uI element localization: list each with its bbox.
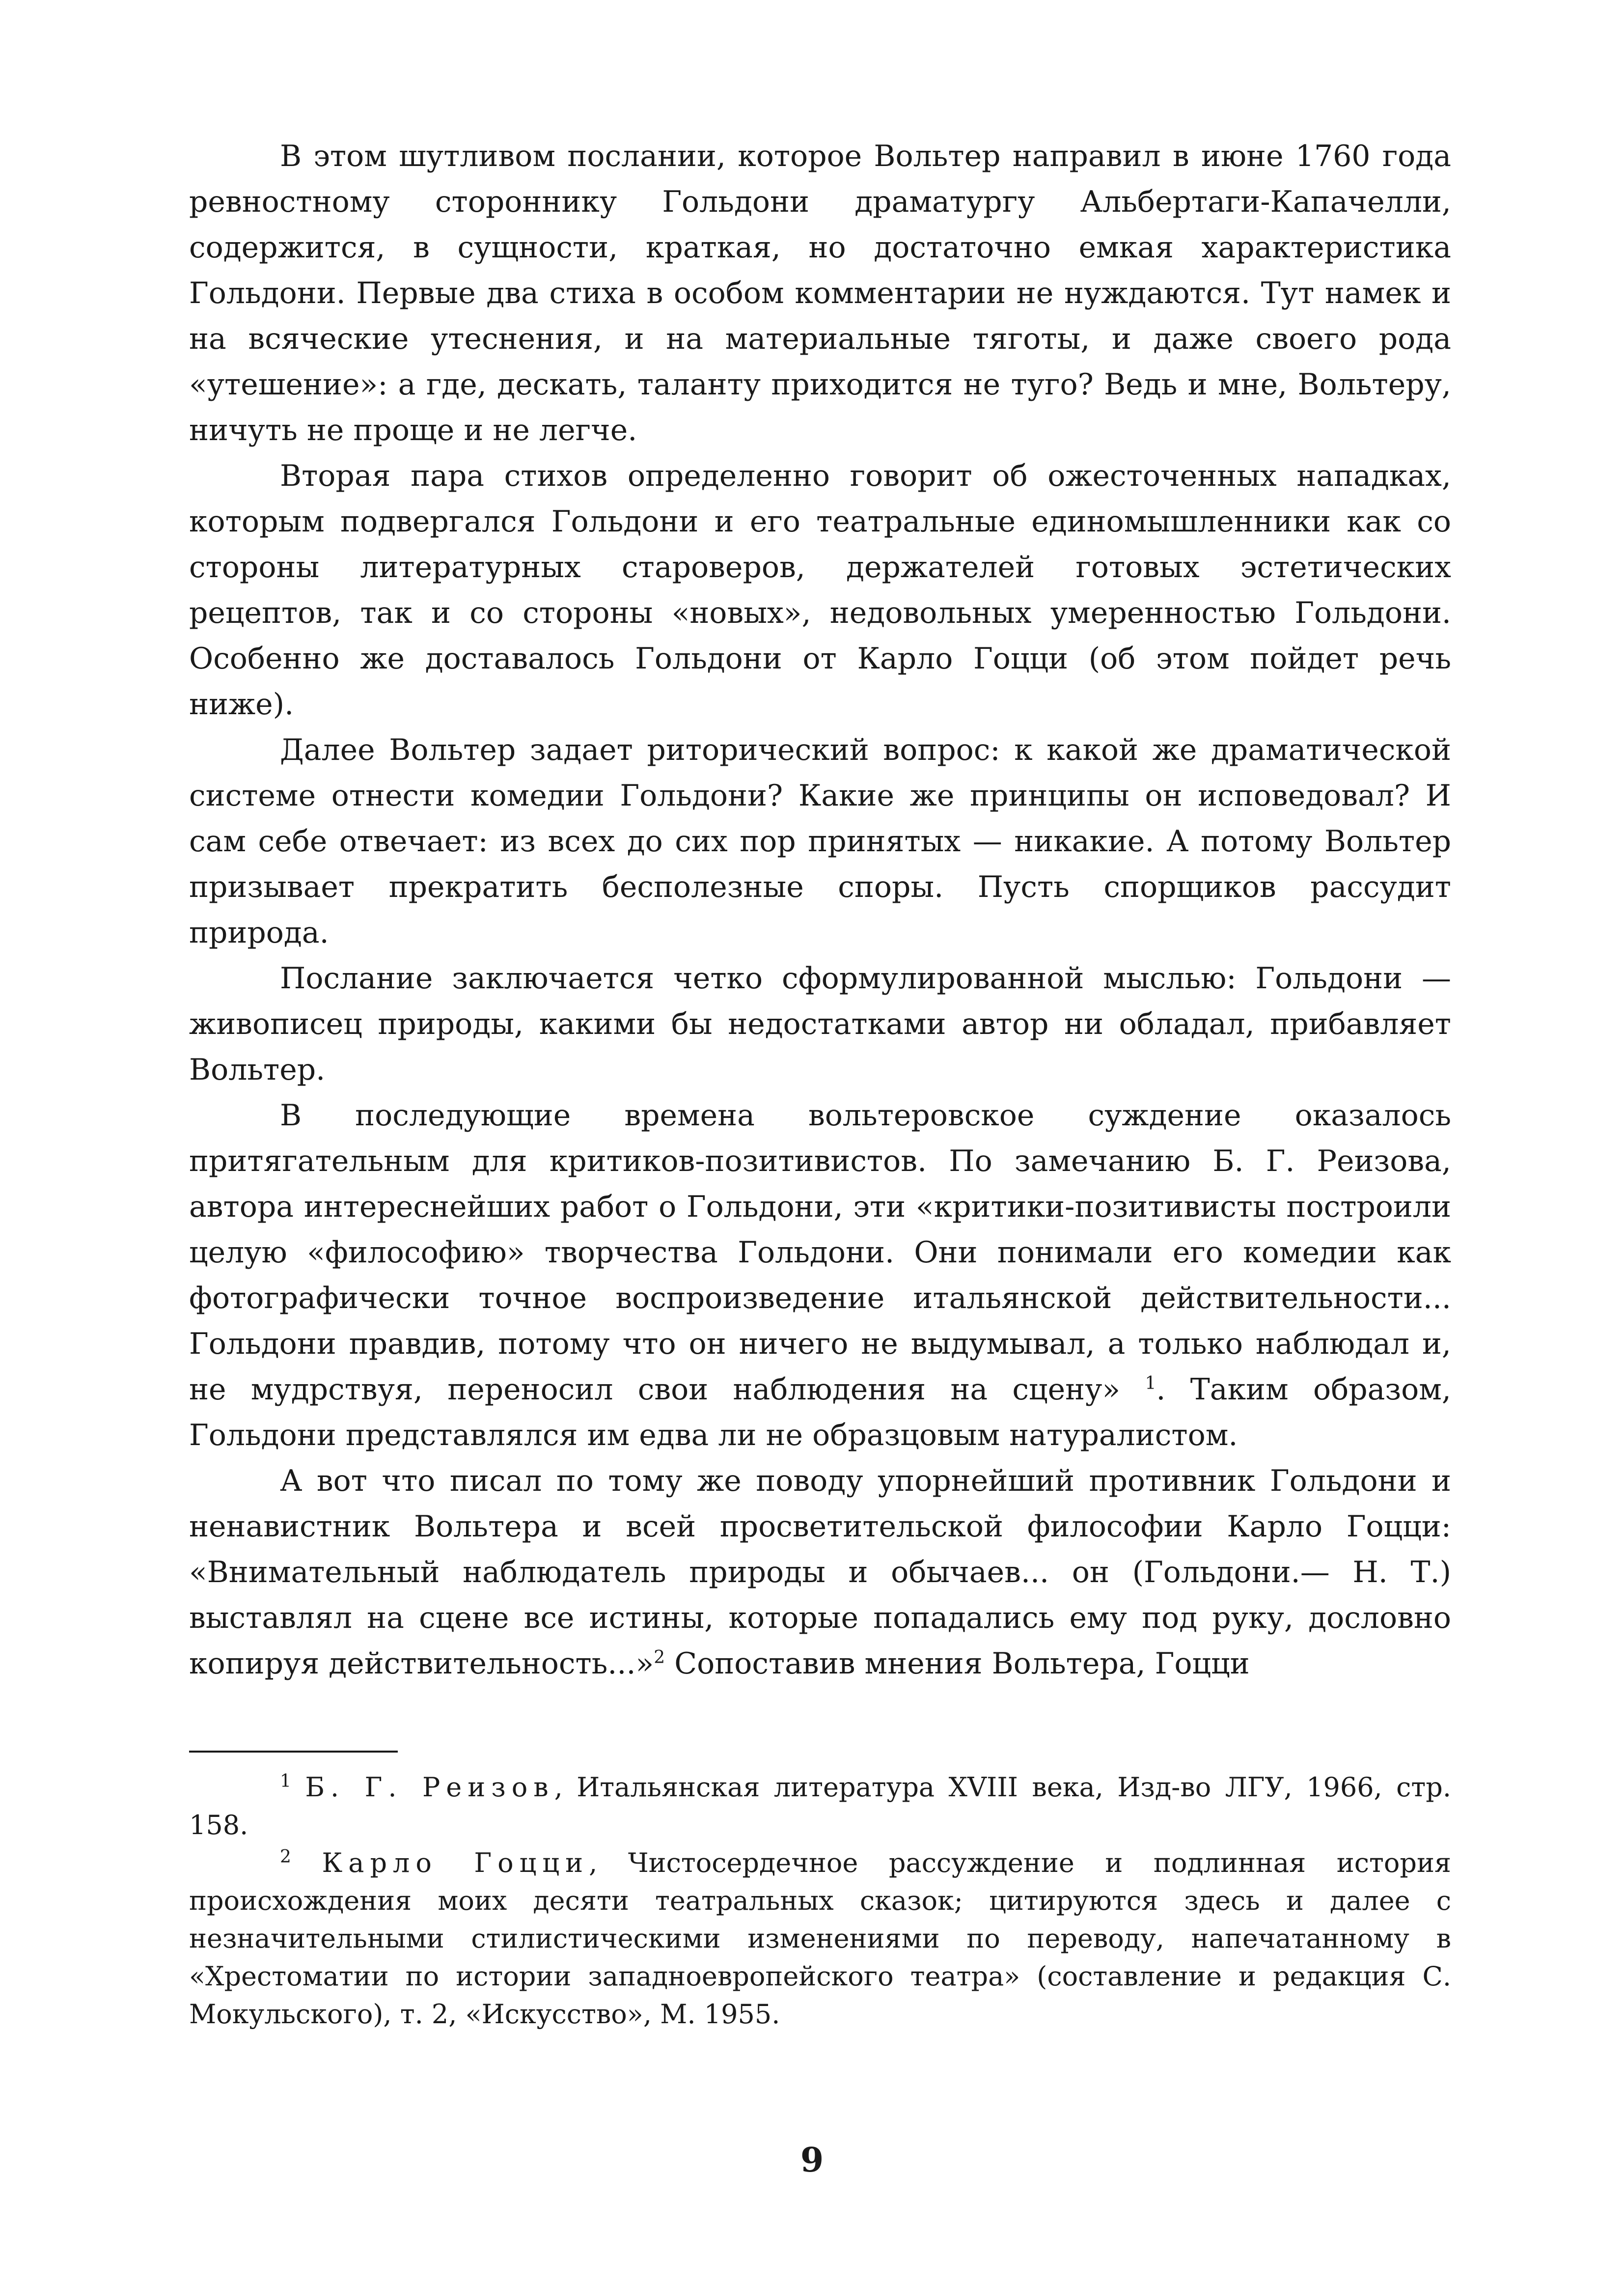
footnote-author: Б. Г. Реизов	[305, 1772, 554, 1803]
footnote	[189, 1768, 1451, 1844]
footnote-mark: 2	[280, 1847, 291, 1867]
footnote-mark: 1	[280, 1771, 291, 1791]
paragraph-text: А вот что писал по тому же поводу упорнейший противник Гольдони и ненавистник Вольтера и всей просветительской философии Карло Гоцци: «Внимательный наблюдатель природы и обычаев... он (Гольдони.— Н. Т.) выставлял на сцене все истины, которые попадались ему под руку, дословно копируя действительность...»	[189, 1464, 1451, 1681]
paragraph-text: В последующие времена вольтеровское суждение оказалось притягательным для критиков-позитивистов. По замечанию Б. Г. Реизова, автора интереснейших работ о Гольдони, эти «критики-позитивисты построили целую «философию» творчества Гольдони. Они понимали его комедии как фотографически точное воспроизведение итальянской действительности... Гольдони правдив, потому что он ничего не выдумывал, а только наблюдал и, не мудрствуя, переносил свои наблюдения на сцену»	[189, 1098, 1451, 1407]
paragraph-text: Таким образом, Гольдони представлялся им едва ли не образцовым натуралистом.	[189, 1372, 1451, 1452]
paragraph: В этом шутливом послании, которое Вольтер направил в июне 1760 года ревностному стороннику Гольдони драматургу Альбертаги-Капачелли, содержится, в сущности, краткая, но достаточно емкая характеристика Гольдони. Первые два стиха в особом комментарии не нуждаются. Тут намек и на всяческие утеснения, и на материальные тяготы, и даже своего рода «утешение»: а где, дескать, таланту приходится не туго? Ведь и мне, Вольтеру, ничуть не проще и не легче.	[189, 139, 1451, 447]
footnote-author: Карло Гоцци	[322, 1847, 589, 1878]
page-number: 9	[800, 2141, 824, 2180]
paragraph: Вторая пара стихов определенно говорит об ожесточенных нападках, которым подвергался Гольдони и его театральные единомышленники как со стороны литературных староверов, держателей готовых эстетических рецептов, так и со стороны «новых», недовольных умеренностью Гольдони. Особенно же доставалось Гольдони от Карло Гоцци (об этом пойдет речь ниже).	[189, 459, 1451, 722]
paragraph: Далее Вольтер задает риторический вопрос: к какой же драматической системе отнести комедии Гольдони? Какие же принципы он исповедовал? И сам себе отвечает: из всех до сих пор принятых — никакие. А потому Вольтер призывает прекратить бесполезные споры. Пусть спорщиков рассудит природа.	[189, 733, 1451, 950]
paragraph-text: Сопоставив мнения Вольтера, Гоцци	[674, 1646, 1250, 1681]
footnote-text: , Итальянская литература XVIII века, Изд-во ЛГУ, 1966, стр. 158.	[189, 1772, 1451, 1840]
footnote	[189, 1844, 1451, 2033]
footnote-ref: 2	[654, 1647, 665, 1668]
footnote-ref: 1	[1145, 1373, 1156, 1394]
paragraph	[189, 1458, 1451, 1687]
footnotes	[189, 1768, 1451, 2033]
main-text	[189, 134, 1451, 1687]
paragraph: В последующие времена вольтеровское суждение оказалось притягательным для критиков-позитивистов. По замечанию Б. Г. Реизова, автора интереснейших работ о Гольдони, эти «критики-позитивисты построили целую «философию» творчества Гольдони. Они понимали его комедии как фотографически точное воспроизведение итальянской действительности... Гольдони правдив, потому что он ничего не выдумывал, а только наблюдал и, не мудрствуя, переносил свои наблюдения на сцену» $^1$. Таким образом, Гольдони представлялся им едва ли не образцовым натуралистом.	[189, 1098, 1451, 1452]
footnote-text: , Чистосердечное рассуждение и подлинная история происхождения моих десяти театральных сказок; цитируются здесь и далее с незначительными стилистическими изменениями по переводу, напечатанному в «Хрестоматии по истории западноевропейского театра» (составление и редакция С. Мокульского), т. 2, «Искусство», М. 1955.	[189, 1847, 1451, 2030]
footnote-divider	[189, 1751, 398, 1753]
paragraph: Послание заключается четко сформулированной мыслью: Гольдони — живописец природы, какими бы недостатками автор ни обладал, прибавляет Вольтер.	[189, 961, 1451, 1087]
